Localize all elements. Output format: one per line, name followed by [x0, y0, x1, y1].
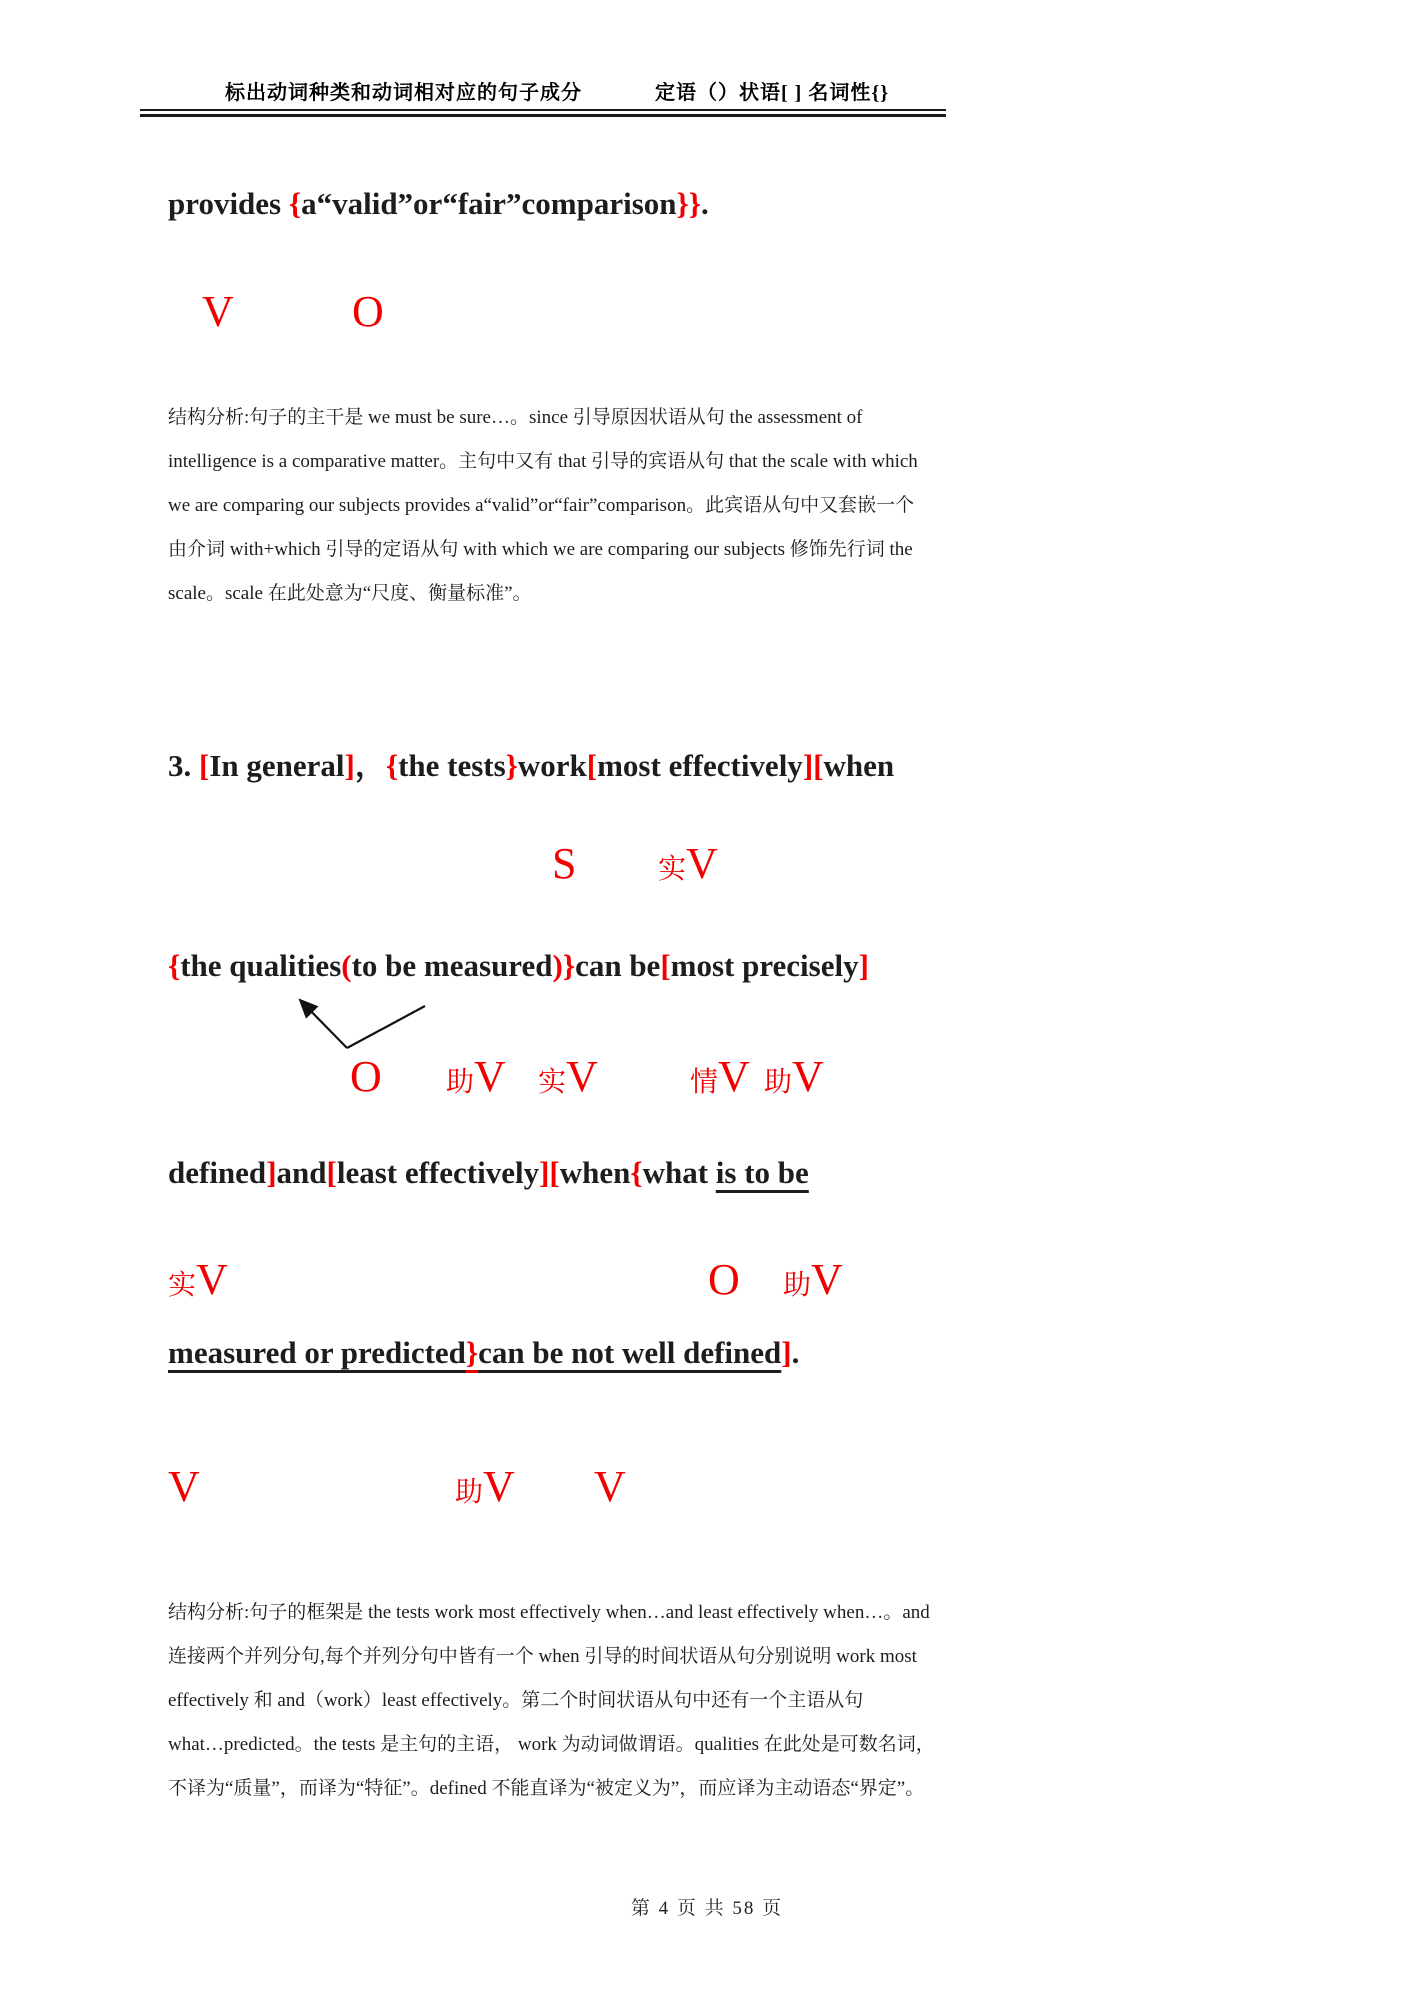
label-V-text: V — [811, 1255, 843, 1304]
text-segment: can be — [575, 948, 661, 983]
arrow-to-qualities — [300, 1000, 347, 1048]
bracket-close: ] — [344, 748, 355, 783]
brace-close: } — [505, 748, 518, 783]
brace-open: { — [630, 1155, 643, 1190]
text-segment: the tests — [398, 748, 506, 783]
bracket-open: [ — [586, 748, 598, 783]
annotation-arrows — [285, 992, 445, 1056]
brace-close: } — [465, 1335, 479, 1370]
label-cjk: 助 — [446, 1067, 475, 1098]
label-cjk: 实 — [168, 1270, 197, 1301]
text-segment: least effectively — [336, 1155, 540, 1190]
label-object — [708, 1255, 740, 1304]
sentence3-analysis — [168, 1591, 968, 1811]
label-V-text: V — [196, 1255, 228, 1304]
text-segment: defined — [168, 1155, 267, 1190]
bracket-open: [ — [326, 1155, 337, 1190]
label-V-text: V — [168, 1462, 200, 1511]
label-modal-verb — [690, 1052, 750, 1101]
analysis-line: scale。scale 在此处意为“尺度、衡量标准”。 — [168, 583, 532, 604]
label-cjk: 实 — [658, 854, 687, 885]
label-cjk: 助 — [455, 1477, 484, 1508]
page-number-footer: 第 4 页 共 58 页 — [630, 1898, 784, 1919]
label-auxiliary-verb — [783, 1255, 843, 1304]
label-V-text: V — [718, 1052, 750, 1101]
analysis-line: intelligence is a comparative matter。主句中又有 that 引导的宾语从句 that the scale with which — [168, 451, 918, 472]
label-object — [352, 287, 384, 336]
label-O-text: O — [708, 1255, 740, 1304]
bracket-pair: ][ — [539, 1155, 560, 1190]
label-V-text: V — [594, 1462, 626, 1511]
label-cjk: 情 — [690, 1067, 719, 1098]
sentence2-heading — [168, 186, 709, 222]
arrow-to-measured — [347, 1006, 425, 1048]
label-V-text: V — [686, 839, 718, 888]
label-V-text: V — [474, 1052, 506, 1101]
label-cjk: 助 — [783, 1270, 812, 1301]
brace-close: }} — [676, 186, 701, 221]
label-main-verb — [538, 1052, 598, 1101]
bracket-open: [ — [199, 748, 210, 783]
paren-open: ( — [341, 948, 352, 983]
text-segment: a“valid”or“fair”comparison — [301, 186, 677, 221]
label-verb — [594, 1462, 626, 1511]
label-auxiliary-verb — [455, 1462, 515, 1511]
sentence2-analysis — [168, 396, 968, 616]
label-cjk: 助 — [764, 1067, 793, 1098]
label-V-text: V — [483, 1462, 515, 1511]
text-segment: when — [823, 748, 895, 783]
text-segment: to be measured — [351, 948, 553, 983]
text-segment: the qualities — [180, 948, 342, 983]
bracket-open: [ — [660, 948, 671, 983]
label-cjk: 实 — [538, 1067, 567, 1098]
label-verb — [202, 287, 234, 336]
period: . — [791, 1335, 800, 1370]
analysis-line: 不译为“质量”，而译为“特征”。defined 不能直译为“被定义为”，而应译为主动语态“界定”。 — [168, 1778, 925, 1799]
analysis-line: effectively 和 and（work）least effectively。第二个时间状语从句中还有一个主语从句 — [168, 1690, 864, 1711]
text-segment: In general — [209, 748, 345, 783]
label-auxiliary-verb — [446, 1052, 506, 1101]
label-V-text: V — [202, 287, 234, 336]
analysis-line: 由介词 with+which 引导的定语从句 with which we are comparing our subjects 修饰先行词 the — [168, 539, 913, 560]
period: . — [700, 186, 709, 221]
label-main-verb — [168, 1255, 228, 1304]
label-O-text: O — [350, 1052, 382, 1101]
label-main-verb — [658, 839, 718, 888]
underlined-segment: is to be — [715, 1155, 809, 1190]
brace-open: { — [385, 748, 399, 783]
analysis-line: what…predicted。the tests 是主句的主语， work 为动词做谓语。qualities 在此处是可数名词， — [168, 1734, 935, 1755]
text-segment: when — [559, 1155, 631, 1190]
header-legend: 定语（）状语[ ] 名词性{} — [655, 82, 890, 104]
text-segment: provides — [168, 186, 289, 221]
text-segment: most effectively — [597, 748, 803, 783]
analysis-line: 结构分析:句子的框架是 the tests work most effectively when…and least effectively when…。and — [168, 1602, 930, 1623]
label-verb — [168, 1462, 200, 1511]
header-instruction: 标出动词种类和动词相对应的句子成分 — [225, 82, 582, 104]
analysis-line: 结构分析:句子的主干是 we must be sure…。since 引导原因状语从句 the assessment of — [168, 407, 863, 428]
brace-open: { — [288, 186, 302, 221]
bracket-close: ] — [266, 1155, 277, 1190]
analysis-line: 连接两个并列分句,每个并列分句中皆有一个 when 引导的时间状语从句分别说明 work most — [168, 1646, 917, 1667]
label-auxiliary-verb — [764, 1052, 824, 1101]
label-V-text: V — [566, 1052, 598, 1101]
label-O-text: O — [352, 287, 384, 336]
brace-open: { — [168, 948, 181, 983]
analysis-line: we are comparing our subjects provides a“valid”or“fair”comparison。此宾语从句中又套嵌一个 — [168, 495, 915, 516]
bracket-close: ] — [858, 948, 869, 983]
label-object — [350, 1052, 382, 1101]
label-S-text: S — [552, 839, 577, 888]
paren-brace-close: )} — [552, 948, 576, 983]
label-subject — [552, 839, 577, 888]
header-rule-thick — [140, 114, 946, 117]
text-segment: and — [276, 1155, 327, 1190]
text-segment: what — [642, 1155, 716, 1190]
underlined-segment: measured or predicted — [168, 1335, 466, 1370]
underlined-segment: can be not well defined — [478, 1335, 782, 1370]
sentence3-line3 — [168, 1155, 809, 1191]
text-segment: work — [517, 748, 587, 783]
bracket-close: ] — [781, 1335, 792, 1370]
text-segment: most precisely — [670, 948, 859, 983]
bracket-pair: ][ — [802, 748, 824, 783]
sentence3-line4 — [168, 1335, 799, 1371]
item-number: 3. — [168, 748, 199, 783]
sentence3-line1 — [168, 740, 894, 785]
header-rule-thin — [140, 109, 946, 111]
sentence3-line2 — [168, 948, 869, 984]
comma: ， — [354, 748, 386, 783]
label-V-text: V — [792, 1052, 824, 1101]
